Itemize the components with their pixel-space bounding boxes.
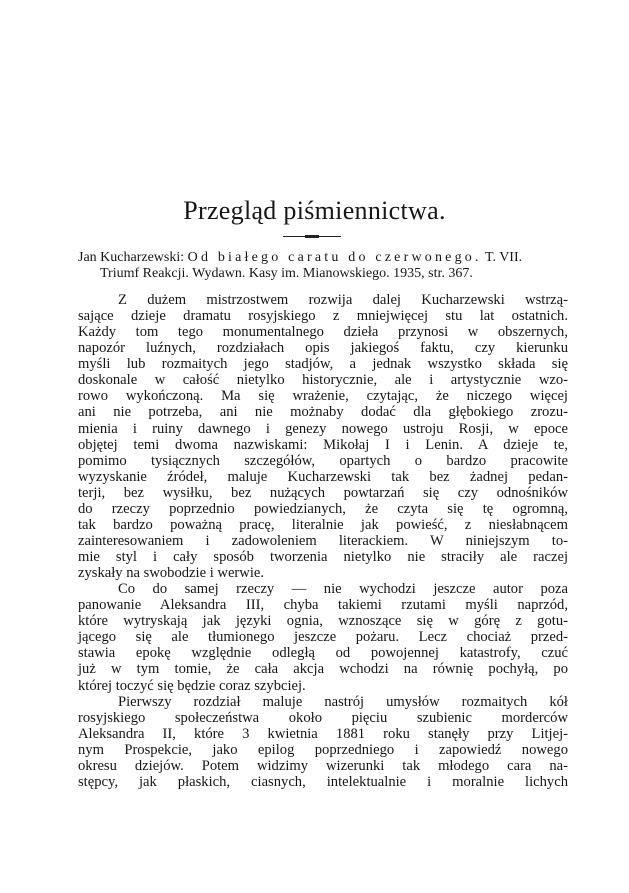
page-title: Przegląd piśmiennictwa. — [183, 196, 446, 225]
text-line: napozór luźnych, rozdziałach opis jakiegoś faktu, czy kierunku — [78, 340, 568, 357]
text-line: pomimo tysiącznych szczegółów, opartych o bardzo pracowite — [78, 452, 568, 469]
title-divider — [283, 236, 341, 237]
text-line: terji, bez wysiłku, bez nużących powtarzań się czy odnośników — [78, 484, 568, 501]
text-line: ani nie potrzeba, ani nie możnaby dodać dla głębokiego zrozu- — [78, 404, 568, 421]
text-line: okresu dziejów. Potem widzimy wizerunki tak młodego cara na- — [78, 757, 568, 774]
text-line: mie styl i cały sposób tworzenia nietylko nie straciły ale raczej — [78, 549, 568, 565]
text-line: Aleksandra II, które 3 kwietnia 1881 roku stanęły przy Litjej- — [78, 725, 568, 742]
text-line: już w tym tomie, że cała akcja wchodzi na równię pochyłą, po — [78, 661, 568, 678]
text-line: Co do samej rzeczy — nie wychodzi jeszcze autor poza — [118, 581, 568, 598]
text-line: Każdy tom tego monumentalnego dzieła przynosi w obszernych, — [78, 324, 568, 341]
text-line: zainteresowaniem i zadowoleniem literackiem. W niniejszym to- — [78, 532, 568, 549]
text-line: stawia epokę względnie odległą od powojennej katastrofy, czuć — [78, 645, 568, 662]
text-line: wyzyskanie źródeł, maluje Kucharzewski tak bez żadnej pedan- — [78, 468, 568, 485]
text-line: jącego się ale tłumionego jeszcze pożaru. Lecz chociaż przed- — [78, 629, 568, 646]
review-body — [78, 292, 568, 790]
text-line: do rzeczy poprzednio powiedzianych, że czyta się tę ogromną, — [78, 500, 568, 517]
text-line: tak bardzo poważną pracę, literalnie jak powieść, z niesłabnącem — [78, 516, 568, 533]
citation-book-title: Od białego caratu do czerwonego. — [187, 250, 482, 265]
text-line: stępcy, jak płaskich, ciasnych, intelektualnie i moralnie lichych — [78, 773, 568, 790]
text-line: sające dzieje dramatu rosyjskiego z mniejwięcej stu lat ostatnich. — [78, 308, 568, 325]
text-line: nym Prospekcie, jako epilog poprzedniego i zapowiedź nowego — [78, 741, 568, 758]
citation-volume: T. VII. — [484, 250, 523, 265]
text-line: Z dużem mistrzostwem rozwija dalej Kucharzewski wstrzą- — [118, 292, 568, 308]
text-line: Pierwszy rozdział maluje nastrój umysłów rozmaitych kół — [118, 693, 568, 710]
paragraph — [78, 292, 568, 581]
text-line: doskonale w całość nietylko historycznie, ale i artystycznie wzo- — [78, 372, 568, 389]
text-line: mienia i ruiny dawnego i genezy nowego ustroju Rosji, w epoce — [78, 420, 568, 437]
paragraph — [78, 581, 568, 693]
citation-line-2: Triumf Reakcji. Wydawn. Kasy im. Mianowskiego. 1935, str. 367. — [100, 266, 473, 281]
text-line: rowo wykończoną. Ma się wrażenie, czytając, że niczego więcej — [78, 388, 568, 405]
text-line: objętej temi dwoma nazwiskami: Mikołaj I i Lenin. A dzieje te, — [78, 436, 568, 453]
citation-author: Jan Kucharzewski: — [78, 250, 185, 265]
text-line: myśli lub rozmaitych jego stadjów, a jednak wszystko składa się — [78, 356, 568, 373]
text-line: której toczyć się będzie coraz szybciej. — [78, 677, 306, 694]
citation-line-1 — [78, 250, 568, 266]
text-line: panowanie Aleksandra III, chyba takiemi rzutami myśli naprzód, — [78, 597, 568, 614]
text-line: rosyjskiego społeczeństwa około pięciu szubienic morderców — [78, 709, 568, 726]
text-line: zyskały na swobodzie i werwie. — [78, 565, 265, 582]
paragraph — [78, 694, 568, 790]
text-line: które wytryskają jak języki ognia, wznoszące się w górę z gotu- — [78, 613, 568, 630]
